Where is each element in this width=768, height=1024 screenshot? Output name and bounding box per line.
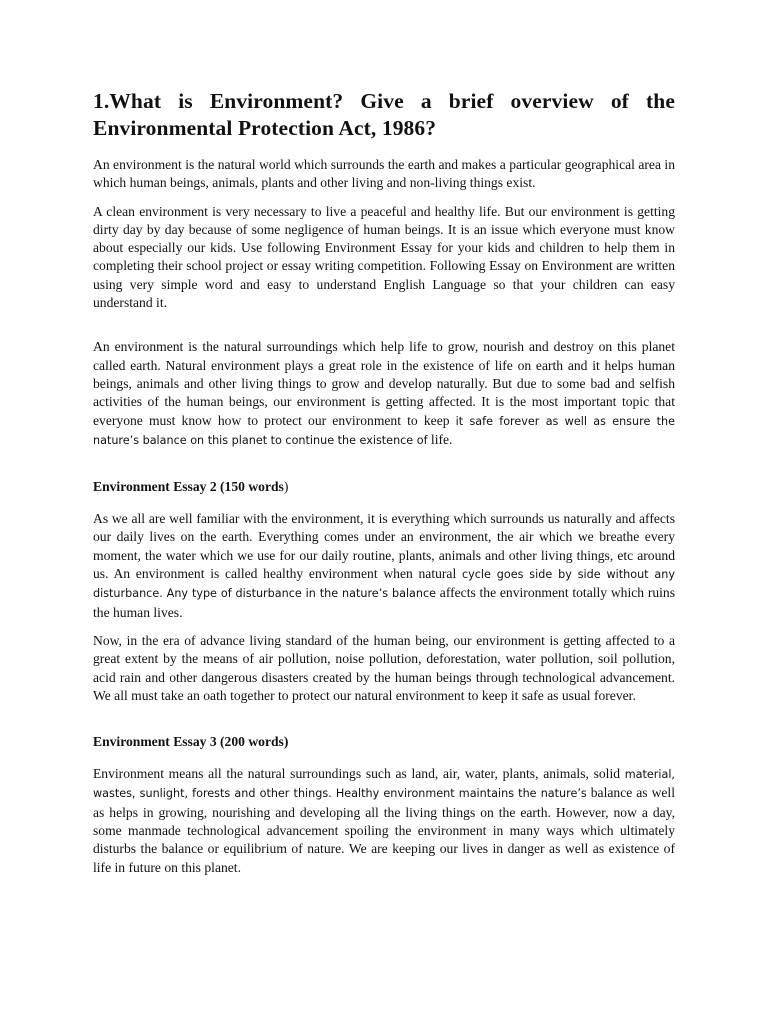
essay3-paragraph-1-end: balance as well as helps in growing, nourishing and developing all the living things on the earth. However, now a day, some manmade technological advancement spoiling the environment in many ways which ultimately disturbs the balance or equilibrium of nature. We are keeping our lives in danger as well as existence of life in future on this planet. [93,785,675,875]
page-title: 1.What is Environment? Give a brief overview of the Environmental Protection Act, 1986? [93,89,675,140]
essay3-heading [93,733,675,751]
essay1-paragraph-sans-line: it safe forever as well as ensure the nature’s balance on this planet to continue the existence of [93,414,676,447]
essay2-paragraph-1-sans-line: cycle goes side by side without any disturbance. Any type of disturbance in the nature’s balance [93,568,675,601]
essay2-paragraph-1-end: affects the environment totally which ruins the human lives. [93,585,676,620]
intro-paragraph-2: A clean environment is very necessary to live a peaceful and healthy life. But our environment is getting dirty day by day because of some negligence of human beings. It is an issue which everyone must know about especially our kids. Use following Environment Essay for your kids and children to help them in completing their school project or essay writing competition. Following Essay on Environment are written using very simple word and easy to understand English Language so that your children can easy understand it. [93,203,675,311]
essay3-paragraph-1-sans-line: material, wastes, sunlight, forests and other things. Healthy environment maintains the nature’s [93,768,675,801]
essay3-paragraph-1-text: Environment means all the natural surroundings such as land, air, water, plants, animals, solid [93,766,625,782]
essay1-paragraph [93,338,675,450]
essay2-paragraph-1-text: As we all are well familiar with the environment, it is everything which surrounds us naturally and affects our daily lives on the earth. Everything comes under an environment, the air which we breathe every moment, the water which we use for our daily routine, plants, animals and other living things, etc around us. An environment is called healthy environment when natural [93,511,675,582]
essay2-paragraph-2: Now, in the era of advance living standard of the human being, our environment is getting affected to a great extent by the means of air pollution, noise pollution, deforestation, water pollution, soil pollution, acid rain and other dangerous disasters created by the human beings through technological advancement. We all must take an oath together to protect our natural environment to keep it safe as usual forever. [93,632,675,703]
essay1-paragraph-text: An environment is the natural surroundings which help life to grow, nourish and destroy on this planet called earth. Natural environment plays a great role in the existence of life on earth and it helps human beings, animals and other living things to grow and develop naturally. But due to some bad and selfish activities of the human beings, our environment is getting affected. It is the most important topic that everyone must know how to protect our environment to keep [93,339,675,428]
essay2-heading-close: ) [283,479,289,495]
essay1-paragraph-end: life. [427,431,453,447]
document-page [93,88,675,887]
essay2-heading-bold: Environment Essay 2 (150 words [93,479,284,495]
essay3-paragraph-1 [93,765,675,877]
intro-paragraph-1: An environment is the natural world which surrounds the earth and makes a particular geographical area in which human beings, animals, plants and other living and non-living things exist. [93,157,675,191]
essay3-heading-bold: Environment Essay 3 (200 words) [93,734,289,750]
essay2-heading [93,478,675,496]
essay2-paragraph-1 [93,510,675,622]
